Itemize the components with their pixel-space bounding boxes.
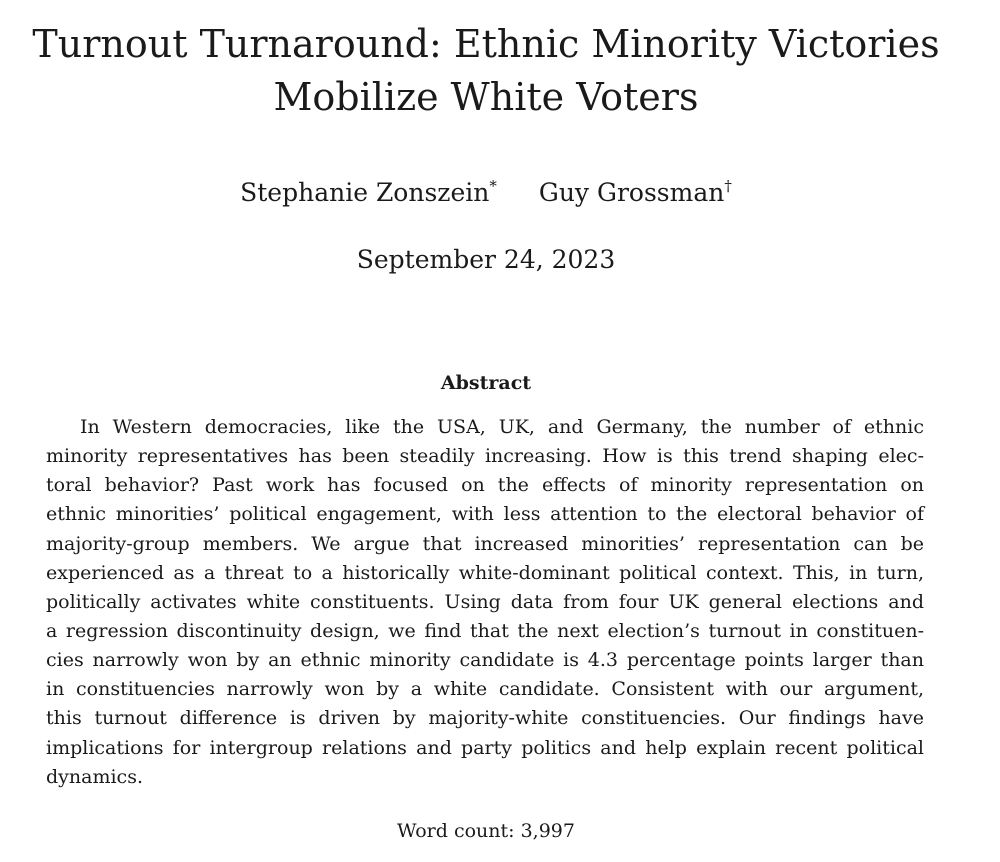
abstract-line: toral behavior? Past work has focused on the effects of minority representation on [46,474,924,497]
abstract-line: implications for intergroup relations and party politics and help explain recent political [46,736,924,759]
author-name: Stephanie Zonszein [240,178,490,207]
word-count: Word count: 3,997 [397,820,575,842]
paper-title [0,18,972,124]
abstract-line: experienced as a threat to a historically white-dominant political context. This, in turn, [46,561,924,584]
abstract-line: majority-group members. We argue that increased minorities’ representation can be [46,532,924,555]
abstract-line: cies narrowly won by an ethnic minority candidate is 4.3 percentage points larger than [46,649,924,672]
author [240,176,497,210]
title-line: Mobilize White Voters [273,75,699,119]
abstract-line: a regression discontinuity design, we find that the next election’s turnout in constituen- [46,619,924,642]
abstract-body [46,413,924,792]
title-line: Turnout Turnaround: Ethnic Minority Victories [32,22,940,66]
abstract-line: minority representatives has been steadily increasing. How is this trend shaping elec- [46,445,924,468]
abstract-line: this turnout difference is driven by majority-white constituencies. Our findings have [46,707,924,730]
author-list [0,176,972,210]
author [539,176,732,210]
paper-date: September 24, 2023 [356,245,616,274]
abstract-line: in constituencies narrowly won by a white candidate. Consistent with our argument, [46,678,924,701]
author-footnote-mark: * [489,177,497,195]
abstract-line: In Western democracies, like the USA, UK, and Germany, the number of ethnic [80,416,924,438]
abstract-line: politically activates white constituents. Using data from four UK general elections and [46,590,924,613]
abstract-line: dynamics. [46,765,143,788]
abstract-heading: Abstract [440,372,532,394]
author-footnote-mark: † [724,177,732,195]
abstract-line: ethnic minorities’ political engagement, with less attention to the electoral behavior of [46,503,924,526]
author-name: Guy Grossman [538,178,725,207]
